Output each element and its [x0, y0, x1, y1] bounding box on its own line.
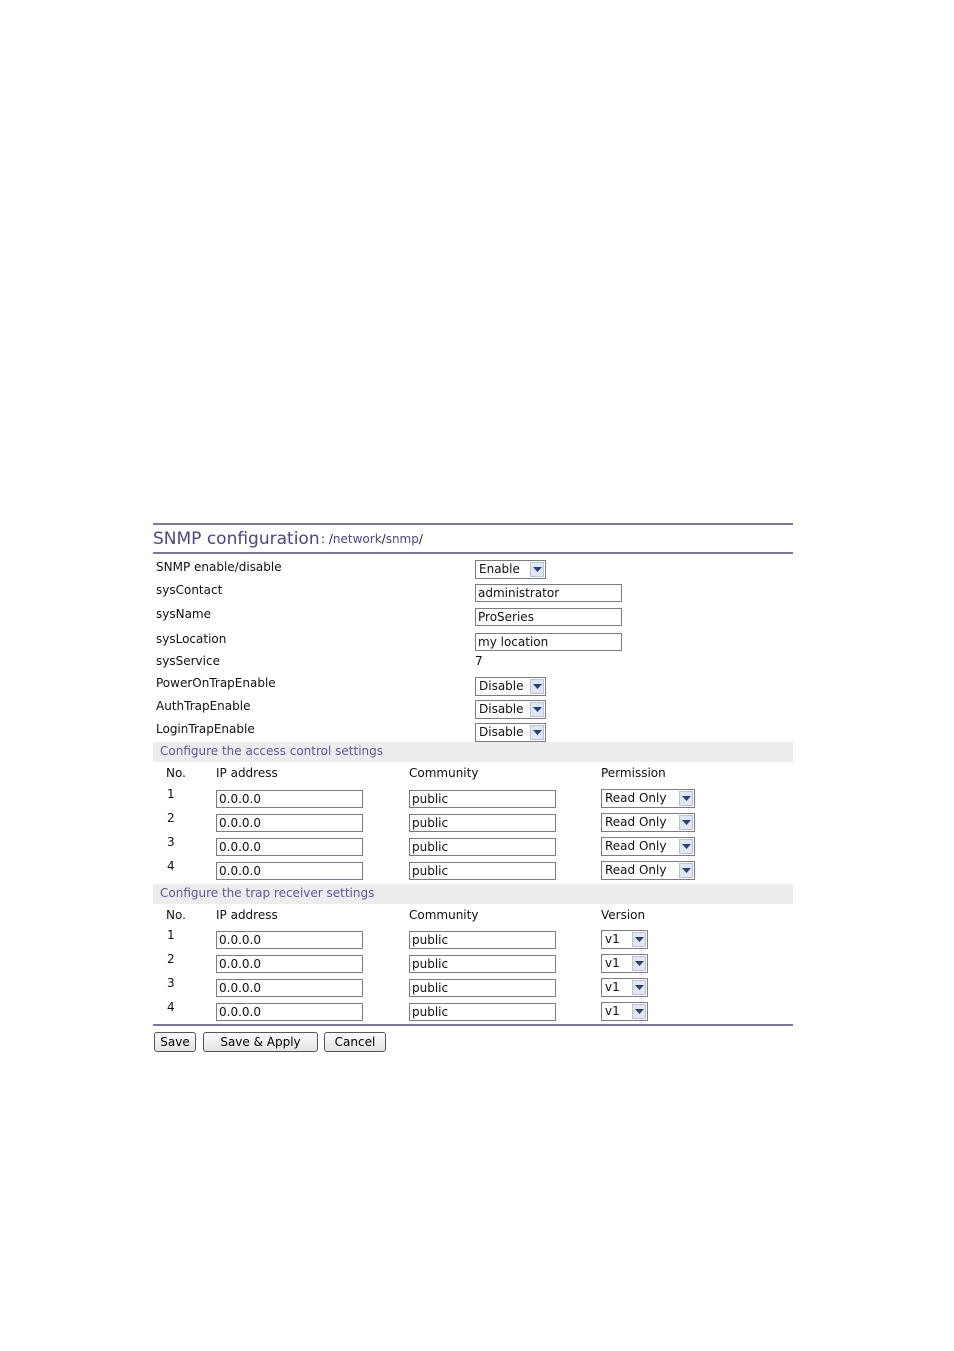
- row-number: 2: [167, 811, 175, 825]
- trap-community-input[interactable]: [409, 1003, 556, 1021]
- snmp-config-panel: [153, 523, 793, 1056]
- access-community-input[interactable]: [409, 814, 556, 832]
- access-permission-select[interactable]: Read Only: [601, 861, 695, 880]
- trap-ip-input[interactable]: [216, 955, 363, 973]
- chevron-down-icon: [679, 815, 693, 830]
- sys-name-label: sysName: [156, 607, 212, 621]
- access-community-input[interactable]: [409, 838, 556, 856]
- chevron-down-icon: [530, 702, 544, 717]
- chevron-down-icon: [679, 863, 693, 878]
- row-number: 1: [167, 787, 175, 801]
- auth-trap-label: AuthTrapEnable: [156, 699, 251, 713]
- row-number: 4: [167, 1000, 175, 1014]
- access-header-permission: Permission: [601, 766, 666, 780]
- trap-header-community: Community: [409, 908, 479, 922]
- row-number: 4: [167, 859, 175, 873]
- sys-location-input[interactable]: [475, 633, 622, 651]
- settings-body: [153, 554, 793, 1024]
- access-section-header: [153, 742, 793, 762]
- breadcrumb-network[interactable]: network: [332, 532, 382, 546]
- access-ip-input[interactable]: [216, 790, 363, 808]
- access-ip-input[interactable]: [216, 838, 363, 856]
- access-header-no: No.: [166, 766, 186, 780]
- row-number: 3: [167, 976, 175, 990]
- chevron-down-icon: [530, 562, 544, 577]
- chevron-down-icon: [632, 980, 646, 995]
- chevron-down-icon: [530, 725, 544, 740]
- trap-version-select[interactable]: v1: [601, 954, 648, 973]
- trap-version-select[interactable]: v1: [601, 930, 648, 949]
- trap-community-input[interactable]: [409, 955, 556, 973]
- row-number: 1: [167, 928, 175, 942]
- trap-ip-input[interactable]: [216, 931, 363, 949]
- sys-contact-label: sysContact: [156, 583, 223, 597]
- sys-service-value: 7: [475, 654, 483, 668]
- chevron-down-icon: [679, 791, 693, 806]
- trap-ip-input[interactable]: [216, 1003, 363, 1021]
- chevron-down-icon: [632, 932, 646, 947]
- sys-location-label: sysLocation: [156, 632, 227, 646]
- access-header-ip: IP address: [216, 766, 278, 780]
- row-number: 3: [167, 835, 175, 849]
- access-permission-select[interactable]: Read Only: [601, 813, 695, 832]
- trap-version-select[interactable]: v1: [601, 978, 648, 997]
- sys-contact-input[interactable]: [475, 584, 622, 602]
- access-permission-select[interactable]: Read Only: [601, 837, 695, 856]
- access-community-input[interactable]: [409, 862, 556, 880]
- access-ip-input[interactable]: [216, 862, 363, 880]
- chevron-down-icon: [632, 1004, 646, 1019]
- access-permission-select[interactable]: Read Only: [601, 789, 695, 808]
- access-header-community: Community: [409, 766, 479, 780]
- chevron-down-icon: [679, 839, 693, 854]
- sys-service-label: sysService: [156, 654, 220, 668]
- breadcrumb: : /network/snmp/: [321, 532, 423, 546]
- sys-name-input[interactable]: [475, 608, 622, 626]
- breadcrumb-snmp[interactable]: snmp: [385, 532, 419, 546]
- button-bar: [153, 1026, 793, 1056]
- page-title: SNMP configuration: [153, 529, 320, 549]
- trap-header-no: No.: [166, 908, 186, 922]
- trap-section-title: Configure the trap receiver settings: [160, 886, 375, 900]
- snmp-enable-select[interactable]: Enable: [475, 560, 546, 579]
- chevron-down-icon: [632, 956, 646, 971]
- access-ip-input[interactable]: [216, 814, 363, 832]
- trap-version-select[interactable]: v1: [601, 1002, 648, 1021]
- login-trap-select[interactable]: Disable: [475, 723, 546, 742]
- row-number: 2: [167, 952, 175, 966]
- trap-ip-input[interactable]: [216, 979, 363, 997]
- trap-community-input[interactable]: [409, 931, 556, 949]
- power-on-trap-label: PowerOnTrapEnable: [156, 676, 276, 690]
- save-button[interactable]: Save: [154, 1032, 196, 1052]
- save-apply-button[interactable]: Save & Apply: [203, 1032, 318, 1052]
- access-section-title: Configure the access control settings: [160, 744, 383, 758]
- page-header: [153, 525, 793, 552]
- snmp-enable-label: SNMP enable/disable: [156, 560, 282, 574]
- trap-community-input[interactable]: [409, 979, 556, 997]
- trap-header-ip: IP address: [216, 908, 278, 922]
- power-on-trap-select[interactable]: Disable: [475, 677, 546, 696]
- cancel-button[interactable]: Cancel: [324, 1032, 386, 1052]
- trap-section-header: [153, 884, 793, 904]
- login-trap-label: LoginTrapEnable: [156, 722, 255, 736]
- trap-header-version: Version: [601, 908, 646, 922]
- auth-trap-select[interactable]: Disable: [475, 700, 546, 719]
- chevron-down-icon: [530, 679, 544, 694]
- access-community-input[interactable]: [409, 790, 556, 808]
